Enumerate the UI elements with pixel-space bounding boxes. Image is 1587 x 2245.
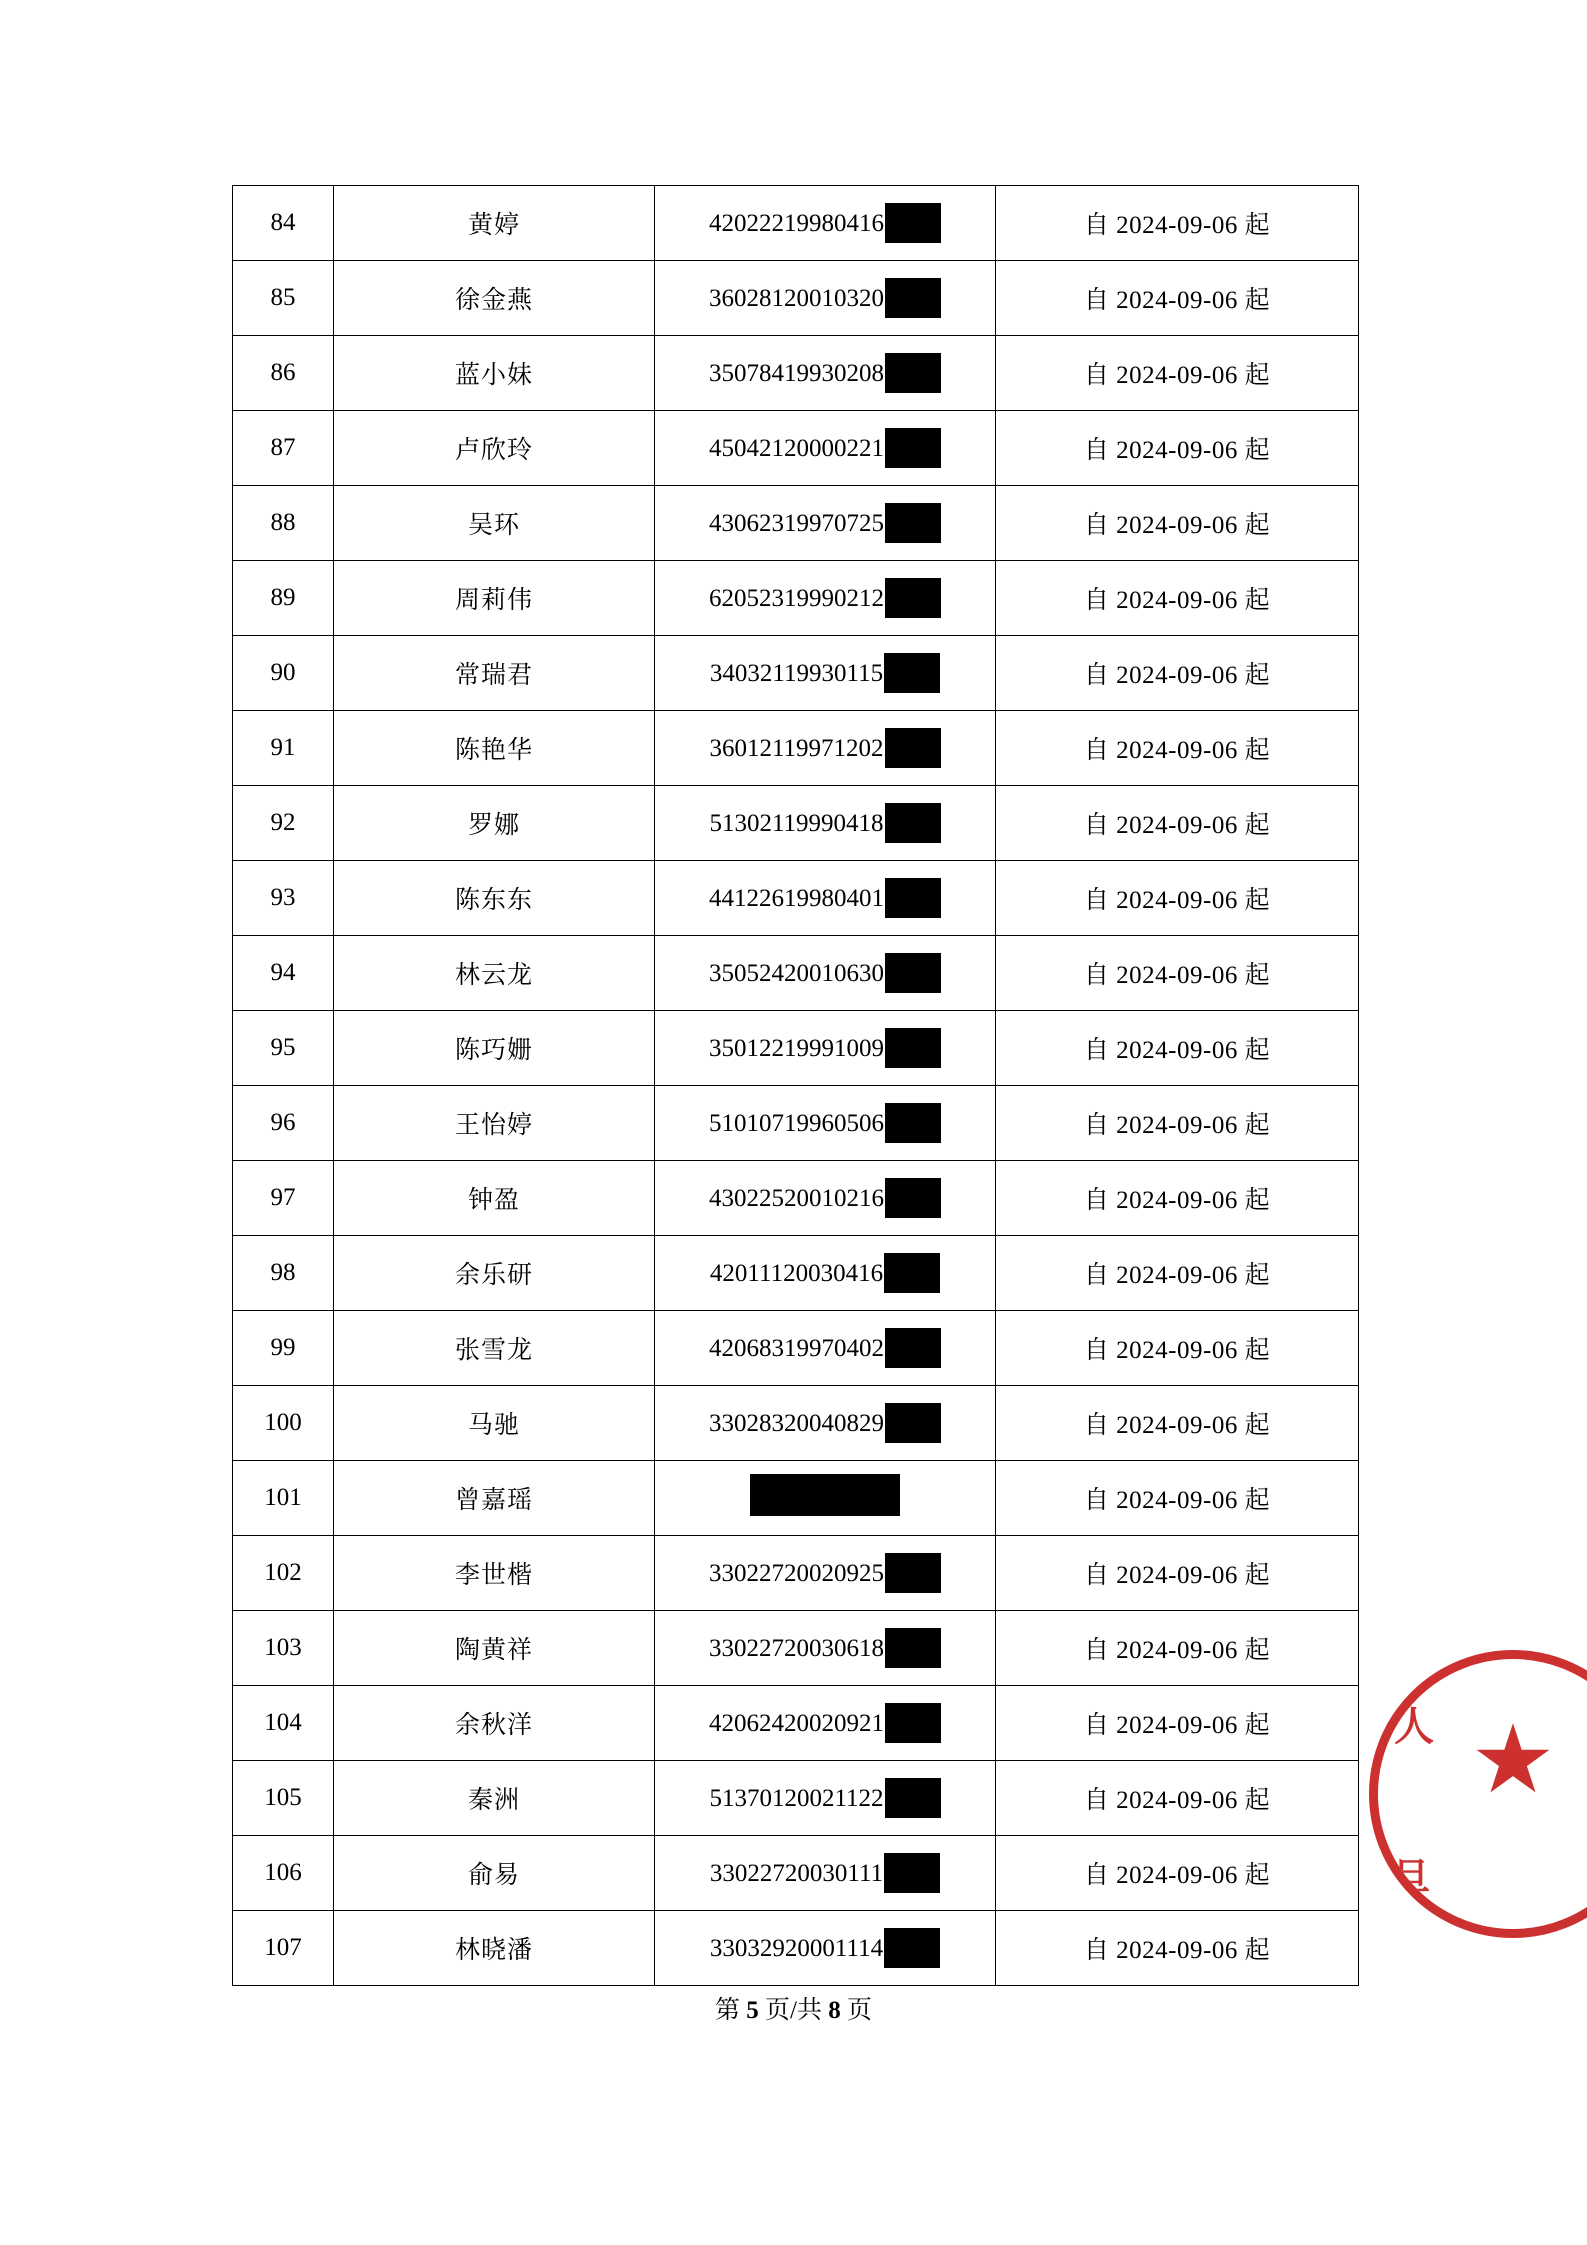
table-row [233, 1536, 1359, 1611]
row-id-cell [655, 1236, 996, 1311]
redaction-bar [885, 1553, 941, 1593]
row-index-cell: 87 [233, 411, 334, 486]
row-index-cell: 104 [233, 1686, 334, 1761]
row-id-value: 33022720030111 [710, 1853, 940, 1893]
row-date-cell: 自 2024-09-06 起 [996, 1686, 1359, 1761]
row-id-value: 33028320040829 [709, 1403, 941, 1443]
row-id-value: 42022219980416 [709, 203, 941, 243]
row-date-cell: 自 2024-09-06 起 [996, 1311, 1359, 1386]
redaction-bar [885, 1778, 941, 1818]
redaction-bar [885, 1178, 941, 1218]
row-name-cell: 林云龙 [334, 936, 655, 1011]
row-id-cell [655, 1086, 996, 1161]
row-name-cell: 王怡婷 [334, 1086, 655, 1161]
row-index-cell: 90 [233, 636, 334, 711]
table-row [233, 1311, 1359, 1386]
row-id-cell [655, 1686, 996, 1761]
redaction-bar [884, 1928, 940, 1968]
row-date-cell: 自 2024-09-06 起 [996, 786, 1359, 861]
row-id-value: 43022520010216 [709, 1178, 941, 1218]
row-index-cell: 89 [233, 561, 334, 636]
redaction-bar [885, 1628, 941, 1668]
redaction-bar [885, 1103, 941, 1143]
table-row [233, 261, 1359, 336]
row-date-cell: 自 2024-09-06 起 [996, 1161, 1359, 1236]
table-row [233, 1011, 1359, 1086]
table-row [233, 1236, 1359, 1311]
row-date-cell: 自 2024-09-06 起 [996, 1536, 1359, 1611]
table-row [233, 186, 1359, 261]
row-id-cell [655, 1761, 996, 1836]
row-index-cell: 103 [233, 1611, 334, 1686]
row-id-value: 35052420010630 [709, 953, 941, 993]
row-index-cell: 100 [233, 1386, 334, 1461]
row-id-cell [655, 486, 996, 561]
row-index-cell: 94 [233, 936, 334, 1011]
row-id-cell [655, 636, 996, 711]
table-row [233, 786, 1359, 861]
row-date-cell: 自 2024-09-06 起 [996, 186, 1359, 261]
row-index-cell: 99 [233, 1311, 334, 1386]
row-id-value: 44122619980401 [709, 878, 941, 918]
row-name-cell: 林晓潘 [334, 1911, 655, 1986]
table-row [233, 411, 1359, 486]
row-date-cell: 自 2024-09-06 起 [996, 1236, 1359, 1311]
table-body [233, 186, 1359, 1986]
redaction-bar [885, 1703, 941, 1743]
row-id-value: 36028120010320 [709, 278, 941, 318]
row-id-cell [655, 1386, 996, 1461]
row-id-cell [655, 336, 996, 411]
row-date-cell: 自 2024-09-06 起 [996, 636, 1359, 711]
row-name-cell: 罗娜 [334, 786, 655, 861]
table-row [233, 711, 1359, 786]
row-id-value: 42068319970402 [709, 1328, 941, 1368]
row-index-cell: 92 [233, 786, 334, 861]
row-date-cell: 自 2024-09-06 起 [996, 261, 1359, 336]
row-name-cell: 余秋洋 [334, 1686, 655, 1761]
row-name-cell: 曾嘉瑶 [334, 1461, 655, 1536]
row-id-cell [655, 1836, 996, 1911]
row-name-cell: 陈巧姗 [334, 1011, 655, 1086]
table-row [233, 861, 1359, 936]
row-id-value: 33032920001114 [710, 1928, 940, 1968]
footer-total-pages: 8 [828, 1997, 841, 2024]
row-id-cell [655, 711, 996, 786]
row-index-cell: 86 [233, 336, 334, 411]
redaction-bar [885, 1328, 941, 1368]
row-date-cell: 自 2024-09-06 起 [996, 486, 1359, 561]
redaction-bar [885, 878, 941, 918]
row-name-cell: 吴环 [334, 486, 655, 561]
row-id-value: 51302119990418 [709, 803, 940, 843]
official-seal-stamp: 人 ★ 旦 [1369, 1650, 1587, 1938]
redaction-bar [884, 1253, 940, 1293]
row-name-cell: 俞易 [334, 1836, 655, 1911]
row-index-cell: 93 [233, 861, 334, 936]
row-id-value: 35012219991009 [709, 1028, 941, 1068]
redaction-bar [884, 1853, 940, 1893]
row-id-cell [655, 1461, 996, 1536]
row-index-cell: 98 [233, 1236, 334, 1311]
row-id-cell [655, 261, 996, 336]
table-row [233, 1461, 1359, 1536]
row-id-cell [655, 936, 996, 1011]
row-date-cell: 自 2024-09-06 起 [996, 1386, 1359, 1461]
row-id-cell [655, 1536, 996, 1611]
table-row [233, 1686, 1359, 1761]
row-id-cell [655, 561, 996, 636]
row-name-cell: 黄婷 [334, 186, 655, 261]
row-name-cell: 余乐研 [334, 1236, 655, 1311]
row-id-value: 45042120000221 [709, 428, 941, 468]
table-row [233, 336, 1359, 411]
redaction-bar [885, 578, 941, 618]
row-index-cell: 95 [233, 1011, 334, 1086]
table-row [233, 1761, 1359, 1836]
redaction-bar [885, 428, 941, 468]
row-id-value: 43062319970725 [709, 503, 941, 543]
row-id-cell [655, 1911, 996, 1986]
table-row [233, 1911, 1359, 1986]
row-name-cell: 徐金燕 [334, 261, 655, 336]
footer-page-number: 5 [746, 1997, 759, 2024]
row-index-cell: 84 [233, 186, 334, 261]
row-date-cell: 自 2024-09-06 起 [996, 1461, 1359, 1536]
row-name-cell: 蓝小妹 [334, 336, 655, 411]
redaction-bar [885, 203, 941, 243]
redaction-bar [885, 728, 941, 768]
row-date-cell: 自 2024-09-06 起 [996, 1911, 1359, 1986]
row-id-cell [655, 786, 996, 861]
footer-prefix: 第 [715, 1997, 741, 2024]
row-id-value: 51370120021122 [709, 1778, 940, 1818]
row-index-cell: 107 [233, 1911, 334, 1986]
row-id-cell [655, 1161, 996, 1236]
row-index-cell: 106 [233, 1836, 334, 1911]
redaction-bar [885, 353, 941, 393]
table-row [233, 936, 1359, 1011]
row-date-cell: 自 2024-09-06 起 [996, 411, 1359, 486]
row-index-cell: 88 [233, 486, 334, 561]
row-date-cell: 自 2024-09-06 起 [996, 861, 1359, 936]
table-row [233, 561, 1359, 636]
row-date-cell: 自 2024-09-06 起 [996, 1611, 1359, 1686]
table-row [233, 1611, 1359, 1686]
redaction-bar [885, 953, 941, 993]
row-id-value: 34032119930115 [710, 653, 940, 693]
row-id-value: 35078419930208 [709, 353, 941, 393]
seal-text-top: 人 [1394, 1704, 1434, 1749]
row-date-cell: 自 2024-09-06 起 [996, 1011, 1359, 1086]
row-index-cell: 102 [233, 1536, 334, 1611]
row-date-cell: 自 2024-09-06 起 [996, 1761, 1359, 1836]
table-row [233, 486, 1359, 561]
table-row [233, 636, 1359, 711]
row-index-cell: 105 [233, 1761, 334, 1836]
row-name-cell: 常瑞君 [334, 636, 655, 711]
page-footer [0, 1990, 1587, 2026]
row-id-cell [655, 186, 996, 261]
row-date-cell: 自 2024-09-06 起 [996, 561, 1359, 636]
row-id-value: 42011120030416 [710, 1253, 940, 1293]
table-row [233, 1086, 1359, 1161]
row-id-cell [655, 861, 996, 936]
redaction-bar [884, 653, 940, 693]
row-id-cell [655, 1611, 996, 1686]
row-id-value: 33022720030618 [709, 1628, 941, 1668]
row-name-cell: 钟盈 [334, 1161, 655, 1236]
row-name-cell: 陈东东 [334, 861, 655, 936]
redaction-bar [885, 1403, 941, 1443]
redaction-bar [885, 803, 941, 843]
row-id-cell [655, 411, 996, 486]
row-date-cell: 自 2024-09-06 起 [996, 936, 1359, 1011]
redaction-bar [885, 503, 941, 543]
redaction-bar [885, 1028, 941, 1068]
row-id-value: 42062420020921 [709, 1703, 941, 1743]
row-index-cell: 91 [233, 711, 334, 786]
records-table [232, 185, 1359, 1986]
row-id-cell [655, 1011, 996, 1086]
table-row [233, 1386, 1359, 1461]
row-date-cell: 自 2024-09-06 起 [996, 1086, 1359, 1161]
row-name-cell: 马驰 [334, 1386, 655, 1461]
row-date-cell: 自 2024-09-06 起 [996, 1836, 1359, 1911]
row-index-cell: 96 [233, 1086, 334, 1161]
row-index-cell: 97 [233, 1161, 334, 1236]
row-name-cell: 秦洲 [334, 1761, 655, 1836]
row-id-value: 51010719960506 [709, 1103, 941, 1143]
redaction-bar [750, 1474, 900, 1516]
row-name-cell: 李世楷 [334, 1536, 655, 1611]
row-name-cell: 陶黄祥 [334, 1611, 655, 1686]
row-name-cell: 卢欣玲 [334, 411, 655, 486]
row-name-cell: 周莉伟 [334, 561, 655, 636]
row-id-value [750, 1474, 900, 1516]
redaction-bar [885, 278, 941, 318]
row-index-cell: 85 [233, 261, 334, 336]
row-id-value: 62052319990212 [709, 578, 941, 618]
footer-middle: 页/共 [765, 1997, 822, 2024]
row-id-value: 33022720020925 [709, 1553, 941, 1593]
table-row [233, 1161, 1359, 1236]
row-index-cell: 101 [233, 1461, 334, 1536]
row-id-cell [655, 1311, 996, 1386]
row-date-cell: 自 2024-09-06 起 [996, 711, 1359, 786]
row-name-cell: 张雪龙 [334, 1311, 655, 1386]
footer-suffix: 页 [846, 1997, 872, 2024]
row-name-cell: 陈艳华 [334, 711, 655, 786]
row-date-cell: 自 2024-09-06 起 [996, 336, 1359, 411]
row-id-value: 36012119971202 [709, 728, 940, 768]
seal-text-bottom: 旦 [1392, 1857, 1431, 1899]
table-row [233, 1836, 1359, 1911]
